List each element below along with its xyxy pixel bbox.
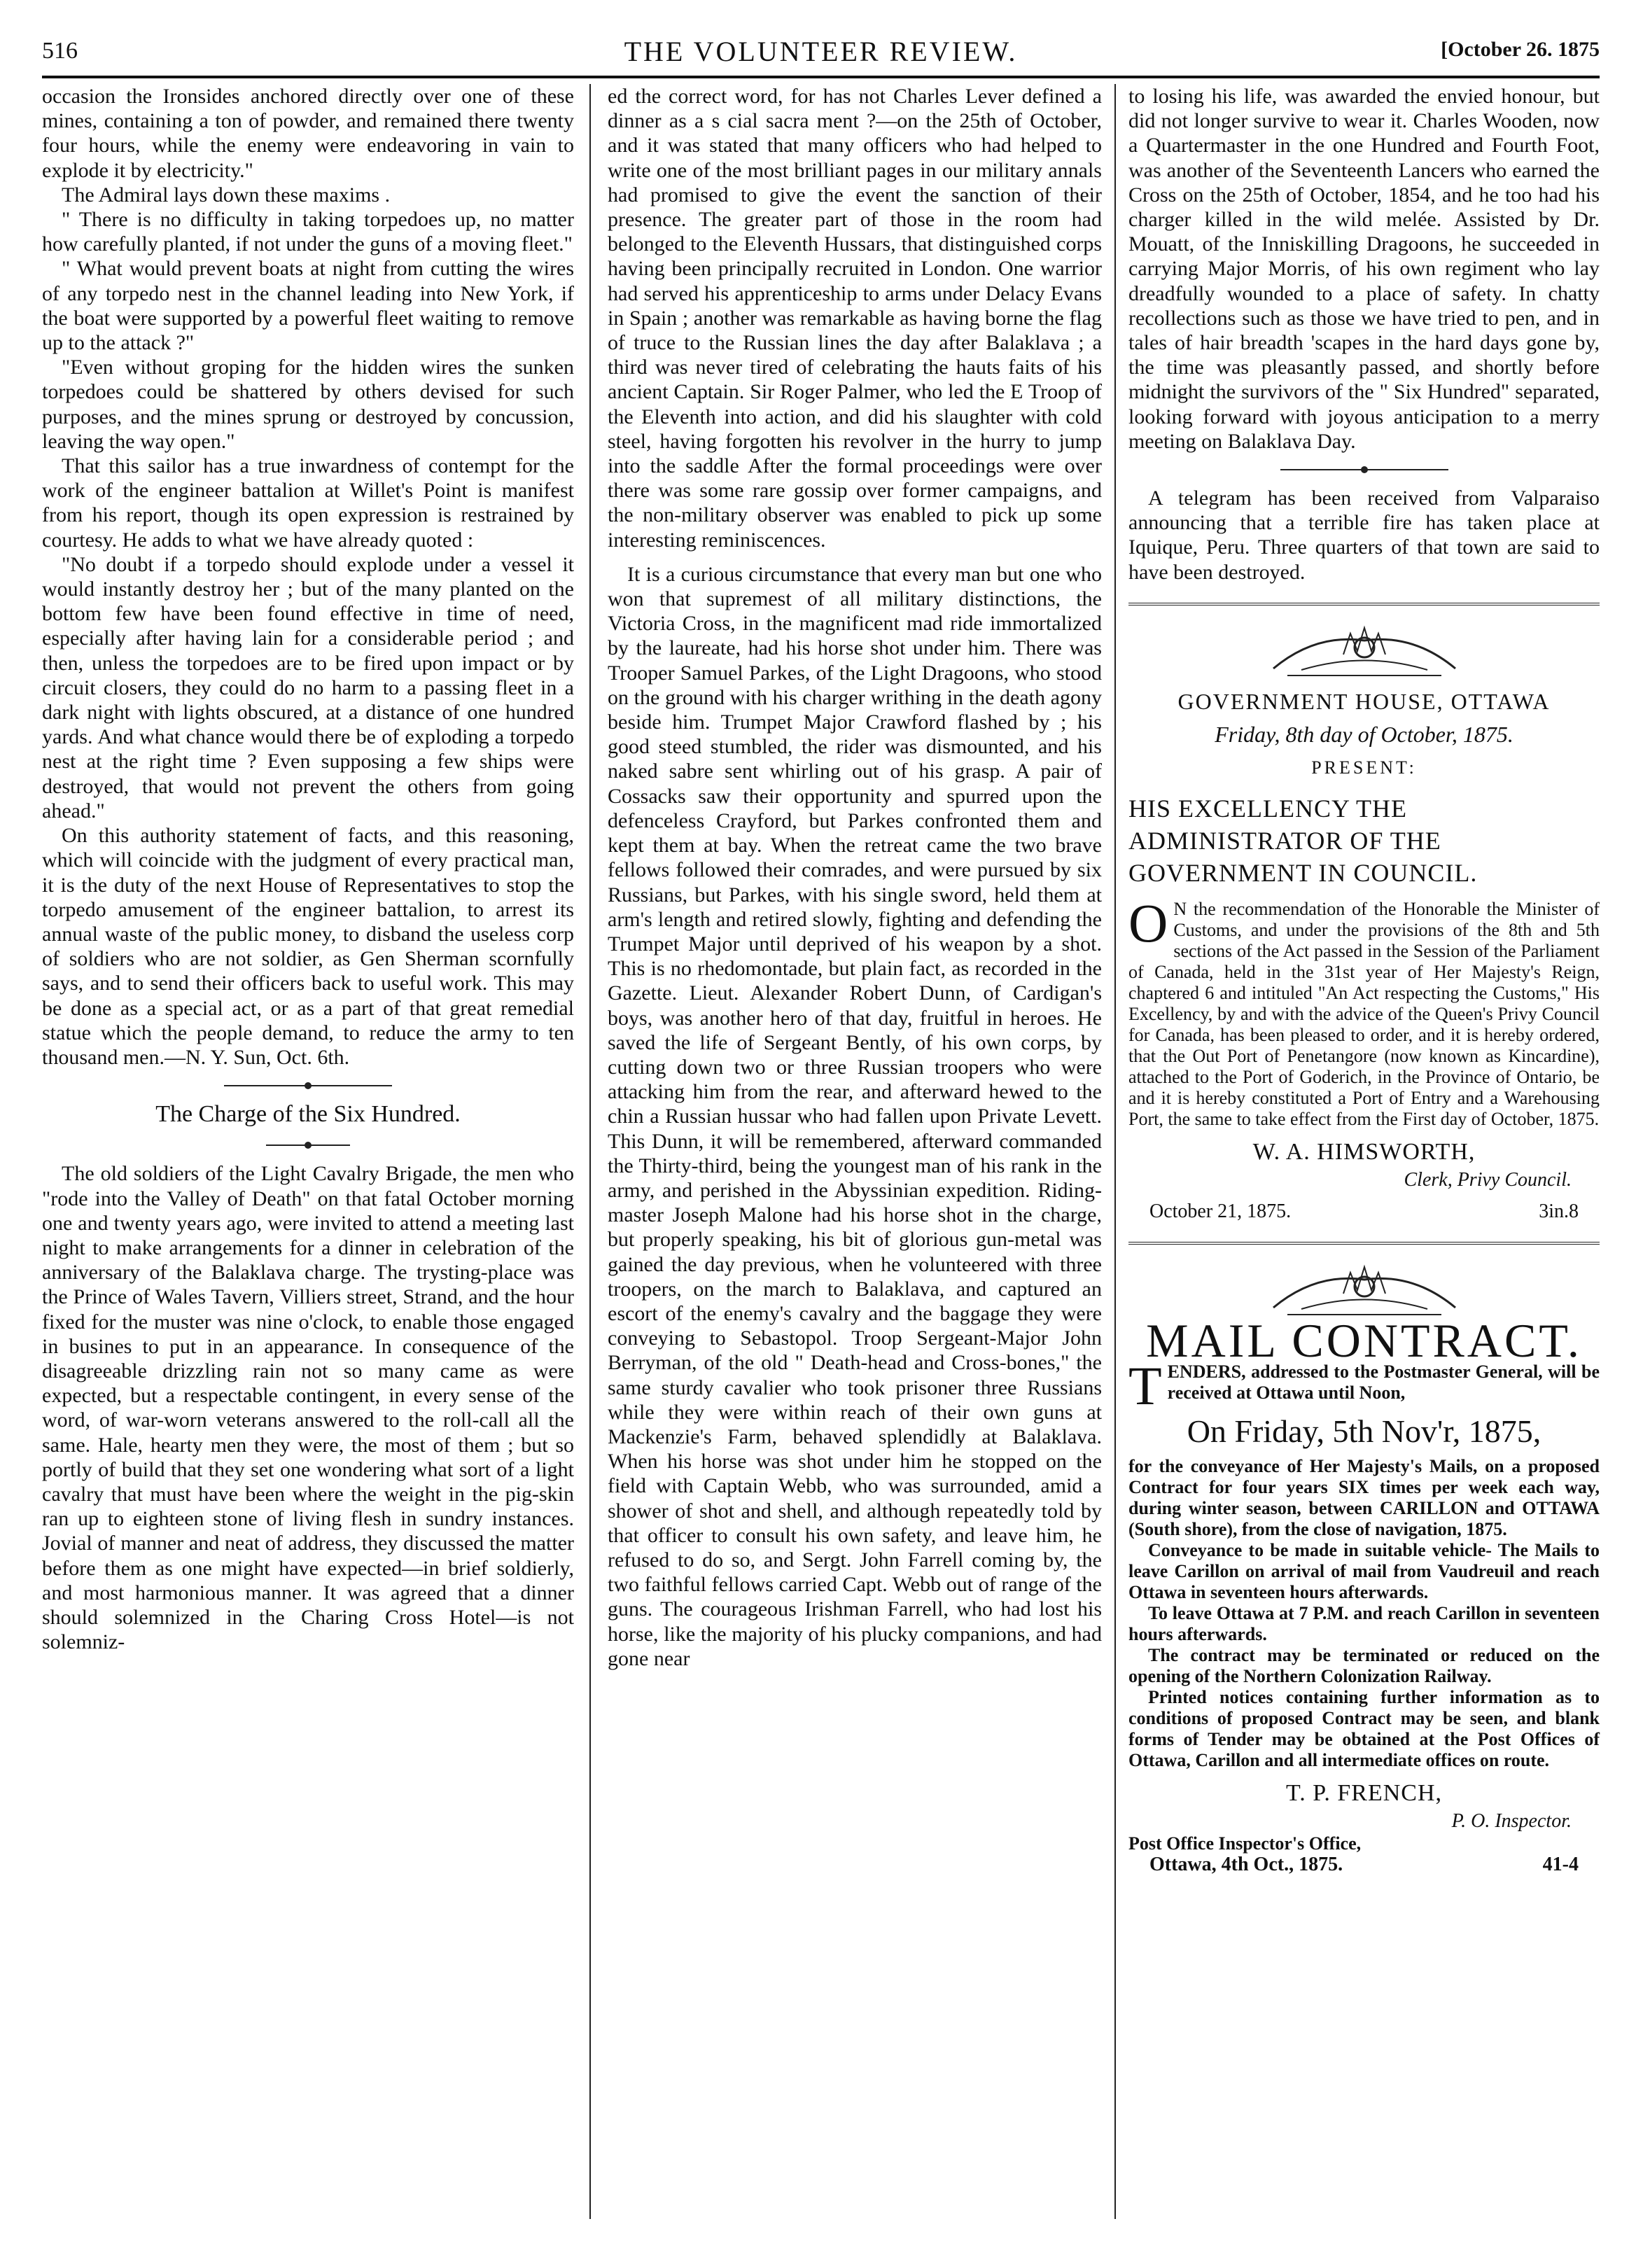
page-number: 516 <box>42 38 78 64</box>
column-2 <box>608 84 1102 1671</box>
mail-contract-signature: T. P. FRENCH, <box>1285 1780 1443 1807</box>
mail-contract-intro-text: ENDERS, addressed to the Postmaster General, will be received at Ottawa until Noon, <box>1167 1362 1600 1404</box>
column-3 <box>1128 84 1600 1875</box>
column-divider-2 <box>1114 84 1116 2219</box>
mail-contract-deadline: On Friday, 5th Nov'r, 1875, <box>1187 1413 1541 1450</box>
article-paragraph: to losing his life, was awarded the envied honour, but did not longer survive to wear it. Charles Wooden, now a Quartermaster in the one Hundred and Fourth Foot, was another of the Seventeenth Lancers who earned the Cross on the 25th of October, 1854, and he too had his charger killed in the wild melée. Assisted by Dr. Mouatt, of the Inniskilling Dragoons, he succeeded in carrying Major Morris, of his own regiment who lay dreadfully wounded to a place of safety. In chatty recollections such as those we have tried to pen, and in tales of hair breadth 'scapes in the hard days gone by, the time was pleasantly passed, and shortly before midnight the survivors of the " Six Hundred" separated, looking forward with joyous anticipation to a merry meeting on Balaklava Day. <box>1128 85 1600 453</box>
mail-contract-body: To leave Ottawa at 7 P.M. and reach Carillon in seventeen hours afterwards. <box>1128 1603 1600 1645</box>
notice-footer-code: 3in.8 <box>1539 1200 1579 1222</box>
page-header <box>42 29 1600 71</box>
notice-divider <box>1128 603 1600 606</box>
article-paragraph: " There is no difficulty in taking torpedoes up, no matter how carefully planted, if not under the guns of a moving fleet." <box>42 208 574 256</box>
publication-title: THE VOLUNTEER REVIEW. <box>624 36 1018 67</box>
notice-signature: W. A. HIMSWORTH, <box>1252 1139 1476 1166</box>
notice-footer-date: October 21, 1875. <box>1149 1200 1292 1222</box>
issue-date: [October 26. 1875 <box>1441 38 1600 61</box>
article-title: The Charge of the Six Hundred. <box>155 1101 461 1128</box>
telegram-notice: A telegram has been received from Valparaiso announcing that a terrible fire has taken place at Iquique, Peru. Three quarters of that town are said to have been destroyed. <box>1128 486 1600 584</box>
section-divider <box>224 1085 392 1086</box>
header-rule <box>42 76 1600 78</box>
mail-contract-intro <box>1128 1355 1600 1417</box>
notice-signature-title: Clerk, Privy Council. <box>1404 1168 1572 1191</box>
article-paragraph: It is a curious circumstance that every man but one who won that supremest of all military distinctions, the Victoria Cross, in the magnificent mad ride immortalized by the laureate, had his horse shot under him. There was Trooper Samuel Parkes, of the Light Dragoons, who stood on the ground with his charger writhing in the death agony beside him. Trumpet Major Crawford flashed by ; his good steed stumbled, the rider was dismounted, and his naked sabre sent whirling out of his grasp. A pair of Cossacks saw their opportunity and spurred upon the defenceless Crayford, but Parkes confronted them and kept them at bay. When the retreat came the two brave fellows followed their comrades, and were pursued by six Russians, but Parkes, with his single sword, held them at arm's length and retired slowly, fighting and defending the Trumpet Major until deprived of his weapon by a shot. This is no rhedomontade, but plain fact, as recorded in the Gazette. Lieut. Alexander Robert Dunn, of Cardigan's boys, was another hero of that day, fruitful in heroes. He saved the life of Sergeant Bently, of his own corps, by cutting down two or three Russian troopers who were attacking him from the rear, and afterward hewed to the chin a Russian hussar who had fallen upon Private Levett. This Dunn, it will be remembered, afterward commanded the Thirty-third, being the youngest man of his rank in the army, and perished in the Abyssinian expedition. Riding-master Joseph Malone had his horse shot in the charge, but properly speaking, his bit of glorious gun-metal was gained the day previous, when he volunteered with three troopers, on the march to Balaklava, and captured an escort of the enemy's cavalry and the baggage they were conveying to Sebastopol. Troop Sergeant-Major John Berryman, of the old " Death-head and Cross-bones," the same sturdy cavalier who took prisoner three Russians while they were within reach of their own guns at Mackenzie's Farm, behaved splendidly at Balaklava. When his horse was shot under him he stopped on the field with Captain Webb, who was surrounded, amid a shower of shot and shell, and although repeatedly told by that officer to consult his own safety, and leave him, he refused to do so, and Sergt. John Farrell coming by, the two faithful fellows carried Capt. Webb out of range of the guns. The courageous Irishman Farrell, who had lost his horse, like the majority of his plucky companions, and had gone near <box>608 562 1102 1670</box>
notice-heading: GOVERNMENT HOUSE, OTTAWA <box>1177 688 1551 714</box>
mail-contract-body: Printed notices containing further information as to conditions of proposed Contract may be seen, and blank forms of Tender may be obtained at the Post Offices of Ottawa, Carillon and all intermediate offices on route. <box>1128 1687 1600 1771</box>
drop-cap: O <box>1128 892 1168 954</box>
government-notice <box>1128 620 1600 1224</box>
article-paragraph: occasion the Ironsides anchored directly over one of these mines, containing a ton of powder, and remained there twenty four hours, while the enemy were endeavoring in vain to explode it by electricity." <box>42 85 574 182</box>
royal-arms-icon <box>1259 620 1469 682</box>
mail-contract-office: Post Office Inspector's Office, <box>1128 1833 1362 1854</box>
article-paragraph: The Admiral lays down these maxims . <box>62 183 391 206</box>
article-paragraph: "No doubt if a torpedo should explode under a vessel it would instantly destroy her ; but of the many planted on the bottom few have been found effective in time of need, especially after having lain for a considerable period ; and then, unless the torpedoes are to be fired upon impact or by circuit closers, they could do no harm to a passing fleet in a dark night with lights obscured, at a distance of one hundred yards. And what chance would there be of exploding a torpedo nest at the right time ? Even supposing a few ships were destroyed, that would not prevent the others from going ahead." <box>42 552 574 822</box>
mail-contract-body: for the conveyance of Her Majesty's Mails, on a proposed Contract for four years SIX times per week each way, during winter season, between CARILLON and OTTAWA (South shore), from the close of navigation, 1875. <box>1128 1456 1600 1540</box>
mail-contract-code: 41-4 <box>1542 1853 1579 1875</box>
mail-contract-office-date: Ottawa, 4th Oct., 1875. <box>1149 1853 1343 1875</box>
article-paragraph: That this sailor has a true inwardness of contempt for the work of the engineer battalion at Willet's Point is manifest from his report, though its open expression is restrained by courtesy. He adds to what we have already quoted : <box>42 454 574 552</box>
article-paragraph: " What would prevent boats at night from cutting the wires of any torpedo nest in the channel leading into New York, if the boat were supported by a powerful fleet waiting to remove up to the attack ?" <box>42 257 574 355</box>
article-paragraph: The old soldiers of the Light Cavalry Brigade, the men who "rode into the Valley of Death" on that fatal October morning one and twenty years ago, were invited to attend a meeting last night to make arrangements for a dinner in celebration of the anniversary of the Balaklava charge. The trysting-place was the Prince of Wales Tavern, Villiers street, Strand, and the hour fixed for the muster was nine o'clock, to enable those engaged in busines to put in an appearance. In consequence of the disagreeable drizzling rain not so many came as were expected, but a respectable contingent, in every sense of the word, of war-worn veterans answered to the roll-call all the same. Hale, hearty men they were, the most of them ; but so portly of build that they set one wondering what sort of a light cavalry that must have been where the weight in the pig-skin ran up to eighteen stone of living flesh in sundry instances. Jovial of manner and neat of address, they discussed the matter before them as one might have expected—in brief soldierly, and most harmonious manner. It was agreed that a dinner should solemnized in the Charing Cross Hotel—is not solemniz- <box>42 1162 574 1654</box>
notice-body-text: N the recommendation of the Honorable the Minister of Customs, and under the provisions of the 8th and 5th sections of the Act passed in the Session of the Parliament of Canada, held in the 31st year of Her Majesty's Reign, chaptered 6 and intituled "An Act respecting the Customs," His Excellency, by and with the advice of the Queen's Privy Council for Canada, has been pleased to order, and it is hereby ordered, that the Out Port of Penetangore (now known as Kincardine), attached to the Port of Goderich, in the Province of Ontario, be and it is hereby constituted a Port of Entry and a Warehousing Port, the same to take effect from the First day of October, 1875. <box>1128 899 1600 1130</box>
mail-contract-signature-title: P. O. Inspector. <box>1451 1809 1572 1832</box>
notice-subheading: HIS EXCELLENCY THE ADMINISTRATOR OF THE GOVERNMENT IN COUNCIL. <box>1128 794 1478 888</box>
title-underline <box>266 1144 350 1146</box>
mail-contract-title: MAIL CONTRACT. <box>1146 1314 1582 1368</box>
mail-contract-notice <box>1128 1259 1600 1875</box>
royal-arms-icon <box>1259 1259 1469 1322</box>
article-paragraph: "Even without groping for the hidden wires the sunken torpedoes could be shattered by others devised for such purposes, and the mines sprung or destroyed by concussion, leaving the way open." <box>42 356 574 453</box>
mail-contract-body: Conveyance to be made in suitable vehicle- The Mails to leave Carillon on arrival of mail from Vaudreuil and reach Ottawa in seventeen hours afterwards. <box>1128 1540 1600 1603</box>
column-divider-1 <box>589 84 591 2219</box>
notice-divider <box>1128 1242 1600 1245</box>
notice-present: PRESENT: <box>1311 757 1417 778</box>
notice-body <box>1128 892 1600 1130</box>
notice-date: Friday, 8th day of October, 1875. <box>1215 722 1513 748</box>
drop-cap: T <box>1128 1355 1162 1417</box>
mail-contract-body: The contract may be terminated or reduced on the opening of the Northern Colonization Railway. <box>1128 1645 1600 1687</box>
mail-contract-footer <box>1149 1854 1579 1875</box>
section-divider <box>1280 469 1448 470</box>
article-paragraph: On this authority statement of facts, and this reasoning, which will coincide with the judgment of every practical man, it is the duty of the next House of Representatives to stop the torpedo amusement of the engineer battalion, to arrest its annual waste of the public money, to disband the useless corp of soldiers who are not soldier, as Gen Sherman scornfully says, and to send their officers back to useful work. This may be done as a special act, or as a part of that great remedial statue which the people demand, to reduce the army to ten thousand men.—N. Y. Sun, Oct. 6th. <box>42 824 574 1069</box>
column-1 <box>42 84 574 1654</box>
notice-footer <box>1149 1199 1579 1224</box>
article-paragraph: ed the correct word, for has not Charles Lever defined a dinner as a s cial sacra ment ?—on the 25th of October, and it was stated that many officers who had helped to write one of the most brilliant pages in our military annals had promised to give the event the sanction of their presence. The greater part of those in the room had belonged to the Eleventh Hussars, that distinguished corps having been principally recruited in London. One warrior had served his apprenticeship to arms under Delacy Evans in Spain ; another was remarkable as having borne the flag of truce to the Russian lines the day after Balaklava ; a third was never tired of celebrating the hauts faits of his ancient Captain. Sir Roger Palmer, who led the E Troop of the Eleventh into action, and did his slaughter with cold steel, having forgotten his revolver in the hurry to jump into the saddle After the formal proceedings were over there was some rare gossip over former campaigns, and the non-military observer was enabled to pick up some interesting reminiscences. <box>608 85 1102 552</box>
